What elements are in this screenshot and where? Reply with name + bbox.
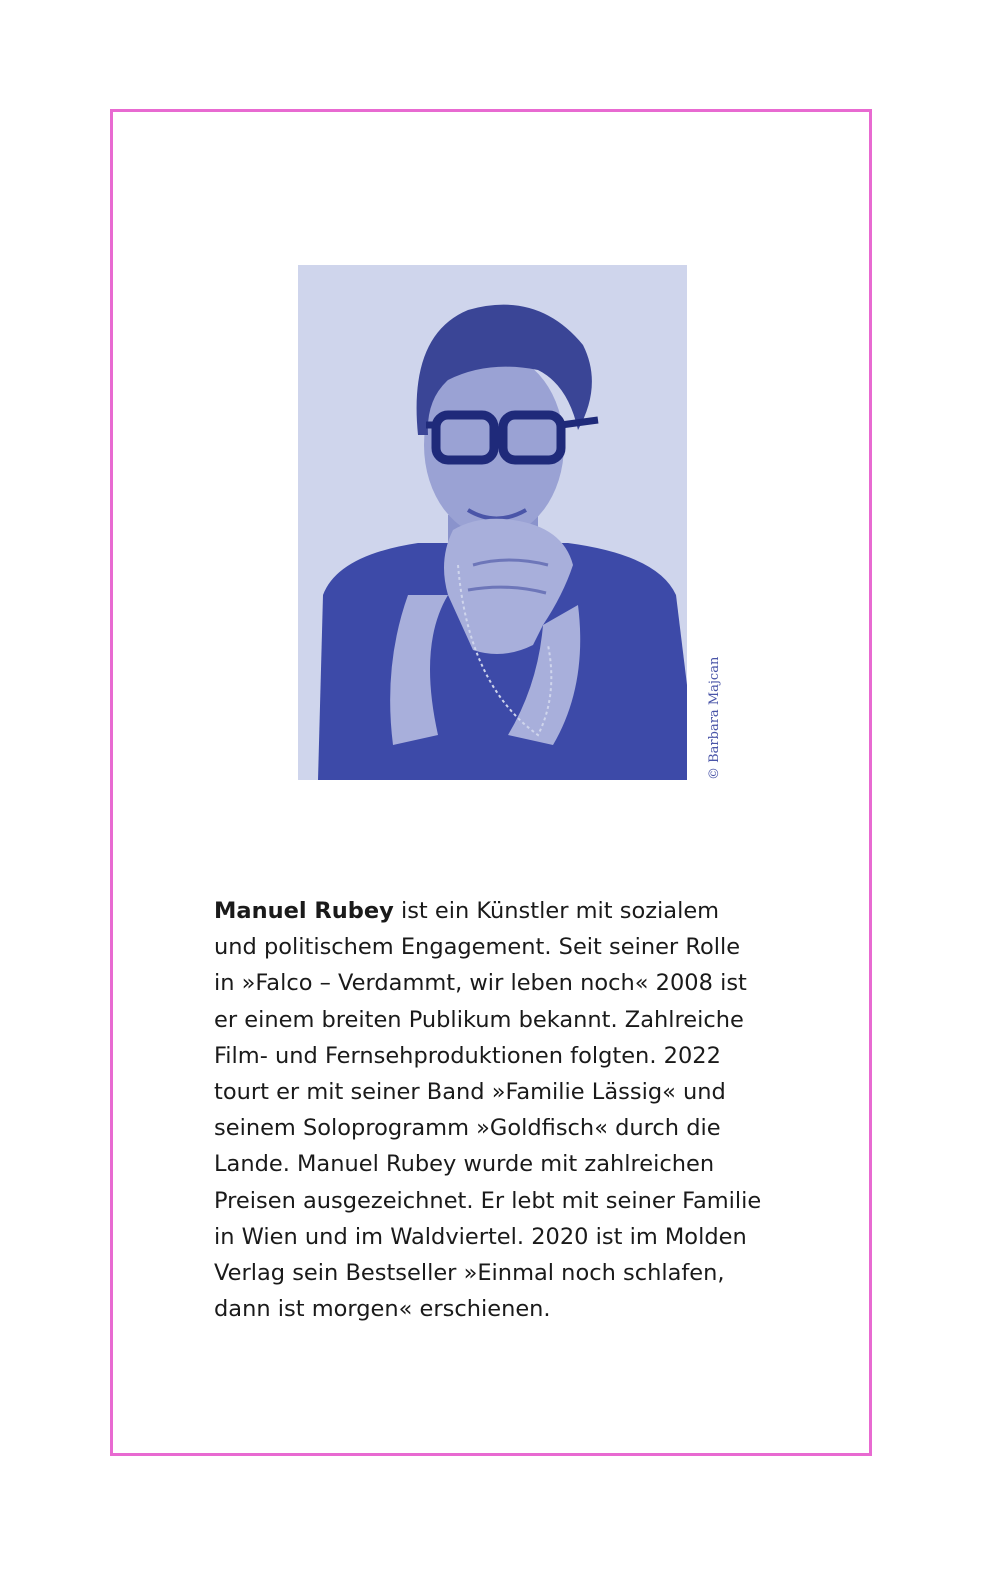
bio-first-line: [214, 893, 814, 929]
bio-line-1: ist ein Künstler mit sozialem: [393, 898, 720, 924]
author-portrait-illustration: [298, 265, 687, 780]
photo-credit: © Barbara Majcan: [707, 656, 722, 780]
bio-line-9: Preisen ausgezeichnet. Er lebt mit seiner Familie: [214, 1187, 762, 1214]
bio-line-6: tourt er mit seiner Band »Familie Lässig« und: [214, 1079, 726, 1106]
bio-line-10: in Wien und im Waldviertel. 2020 ist im Molden: [214, 1223, 747, 1250]
bio-line-11: Verlag sein Bestseller »Einmal noch schlafen,: [214, 1260, 725, 1287]
author-name: Manuel Rubey: [214, 898, 394, 924]
bio-line-4: er einem breiten Publikum bekannt. Zahlreiche: [214, 1006, 744, 1033]
bio-line-7: seinem Soloprogramm »Goldfisch« durch die: [214, 1115, 721, 1142]
bio-line-3: in »Falco – Verdammt, wir leben noch« 2008 ist: [214, 970, 747, 997]
author-photo: [298, 265, 687, 780]
bio-line-2: und politischem Engagement. Seit seiner Rolle: [214, 934, 741, 961]
bio-line-8: Lande. Manuel Rubey wurde mit zahlreichen: [214, 1151, 715, 1178]
bio-line-5: Film- und Fernsehproduktionen folgten. 2022: [214, 1042, 721, 1069]
author-bio: [214, 893, 814, 1327]
bio-line-12: dann ist morgen« erschienen.: [214, 1296, 551, 1323]
